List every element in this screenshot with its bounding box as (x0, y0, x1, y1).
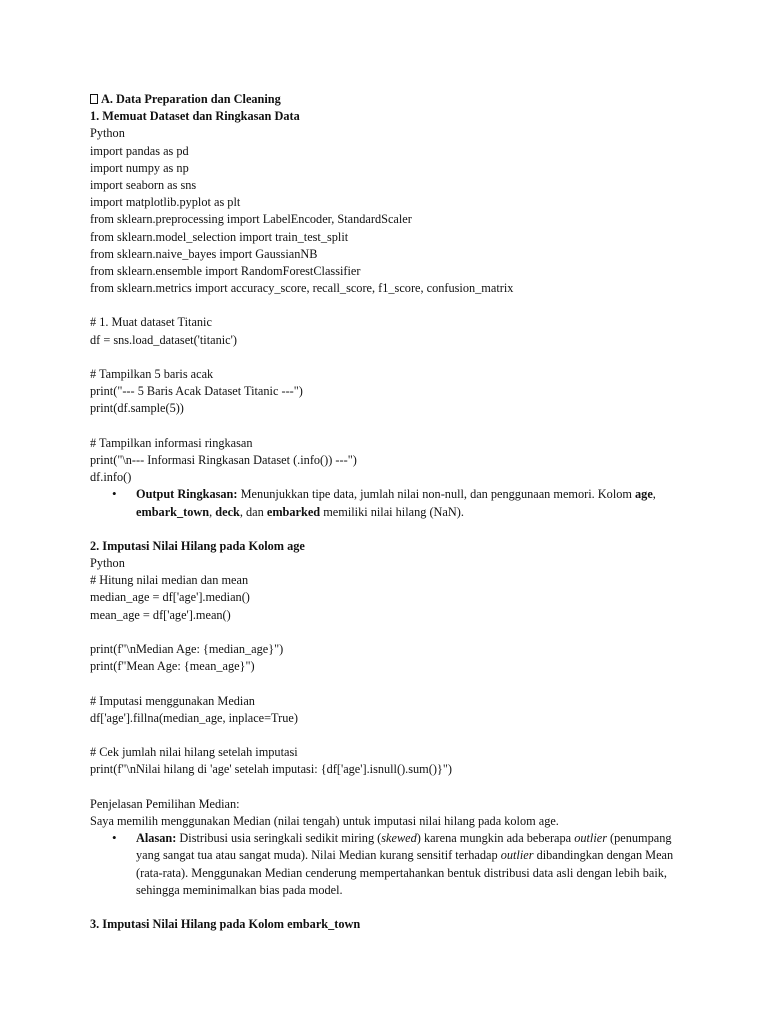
s1-code-block (90, 143, 690, 487)
code-line (90, 675, 690, 692)
code-line: median_age = df['age'].median() (90, 590, 250, 605)
code-line: import seaborn as sns (90, 177, 197, 192)
s1-bullet-embarked: embarked (266, 504, 321, 519)
s1-bullet-comma2: , (209, 504, 216, 519)
code-line: import matplotlib.pyplot as plt (90, 195, 241, 210)
code-line: df['age'].fillna(median_age, inplace=True) (90, 710, 298, 725)
s2-bullet-label: Alasan: (136, 831, 177, 846)
s3-heading: 3. Imputasi Nilai Hilang pada Kolom embark_town (90, 917, 361, 932)
s1-bullet-comma1: , (652, 487, 656, 502)
bullet-dot-icon: • (112, 486, 117, 502)
code-line (90, 779, 690, 796)
code-line: from sklearn.model_selection import train_test_split (90, 229, 349, 244)
s1-bullet-label: Output Ringkasan: (136, 487, 238, 502)
s1-bullet-age: age (635, 487, 653, 502)
code-line: import pandas as pd (90, 143, 189, 158)
s2-expl-title: Penjelasan Pemilihan Median: (90, 796, 240, 811)
s2-bullet-skewed: skewed (381, 831, 417, 846)
code-line: print("\n--- Informasi Ringkasan Dataset (.info()) ---") (90, 452, 357, 467)
s1-bullet-item (90, 486, 690, 520)
bullet-dot-icon: • (112, 830, 117, 846)
code-line: print(f"Mean Age: {mean_age}") (90, 659, 255, 674)
s1-bullet-deck: deck (215, 504, 240, 519)
code-line: # 1. Muat dataset Titanic (90, 315, 212, 330)
s2-bullet-t1: Distribusi usia seringkali sedikit miring ( (176, 831, 382, 846)
code-line: print("--- 5 Baris Acak Dataset Titanic ---") (90, 384, 303, 399)
s2-heading: 2. Imputasi Nilai Hilang pada Kolom age (90, 538, 305, 553)
s1-bullet-text (136, 486, 696, 520)
code-line (90, 727, 690, 744)
code-line: import numpy as np (90, 160, 189, 175)
section-a-title-line (90, 91, 690, 108)
code-line: print(df.sample(5)) (90, 401, 184, 416)
spacer (90, 521, 690, 538)
s2-code-block (90, 572, 690, 795)
spacer (90, 899, 690, 916)
code-line (90, 297, 690, 314)
s1-bullet-and: , dan (239, 504, 267, 519)
code-line: # Tampilkan 5 baris acak (90, 367, 214, 381)
s1-heading: 1. Memuat Dataset dan Ringkasan Data (90, 109, 300, 124)
code-line: df.info() (90, 470, 132, 485)
code-line: # Tampilkan informasi ringkasan (90, 435, 253, 450)
section-a-title: A. Data Preparation dan Cleaning (101, 92, 281, 106)
code-line: from sklearn.preprocessing import LabelEncoder, StandardScaler (90, 212, 412, 227)
s2-bullet-t3: (penumpang yang sangat tua atau sangat muda). Nilai Median kurang sensitif terhadap (136, 831, 672, 863)
code-line: # Cek jumlah nilai hilang setelah imputasi (90, 745, 298, 760)
code-line: print(f"\nMedian Age: {median_age}") (90, 642, 284, 657)
code-line: # Imputasi menggunakan Median (90, 693, 255, 708)
s2-bullet-t2: ) karena mungkin ada beberapa (416, 831, 575, 846)
s2-bullet-outlier2: outlier (500, 848, 534, 863)
s2-expl-text: Saya memilih menggunakan Median (nilai tengah) untuk imputasi nilai hilang pada kolom age. (90, 813, 559, 828)
s2-bullet-outlier1: outlier (574, 831, 607, 846)
missing-glyph-icon (90, 94, 98, 104)
code-line (90, 349, 690, 366)
code-line (90, 418, 690, 435)
document-content (90, 91, 690, 933)
s1-bullet-embark-town: embark_town (136, 504, 210, 519)
s1-lang-label: Python (90, 126, 125, 141)
code-line: # Hitung nilai median dan mean (90, 573, 249, 588)
code-line: df = sns.load_dataset('titanic') (90, 332, 237, 347)
code-line (90, 624, 690, 641)
s2-bullet-text (136, 830, 696, 899)
code-line: mean_age = df['age'].mean() (90, 607, 231, 622)
s2-lang-label: Python (90, 556, 125, 571)
code-line: from sklearn.ensemble import RandomForestClassifier (90, 263, 361, 278)
code-line: from sklearn.naive_bayes import GaussianNB (90, 246, 318, 261)
s2-bullet-t4: dibandingkan dengan Mean (rata-rata). Menggunakan Median cenderung mempertahankan bentuk distribusi data asli dengan lebih baik, sehingga meminimalkan bias pada model. (136, 848, 674, 897)
code-line: print(f"\nNilai hilang di 'age' setelah imputasi: {df['age'].isnull().sum()}") (90, 762, 452, 777)
s1-bullet-text1: Menunjukkan tipe data, jumlah nilai non-null, dan penggunaan memori. Kolom (237, 487, 636, 502)
code-line: from sklearn.metrics import accuracy_score, recall_score, f1_score, confusion_matrix (90, 281, 514, 296)
s1-bullet-text2: memiliki nilai hilang (NaN). (320, 504, 464, 519)
s2-bullet-item (90, 830, 690, 899)
